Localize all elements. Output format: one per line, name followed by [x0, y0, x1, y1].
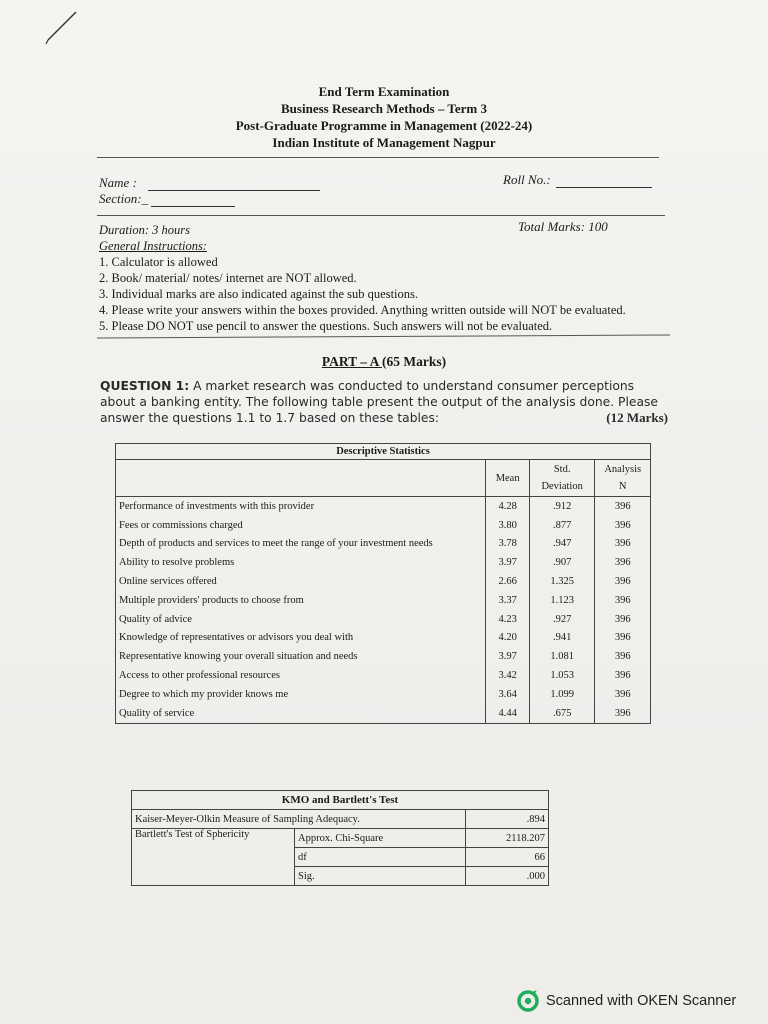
duration: Duration: 3 hours	[99, 223, 190, 237]
cell-mean: 4.28	[486, 497, 529, 516]
cell-std: .675	[529, 704, 595, 723]
cell-std: .907	[529, 553, 595, 572]
part-label: PART – A	[321, 354, 383, 369]
table-row	[116, 610, 651, 629]
df-label: df	[295, 848, 466, 867]
cell-n: 396	[595, 572, 651, 591]
col-mean-header: Mean	[486, 460, 529, 497]
cell-n: 396	[595, 497, 651, 516]
cell-n: 396	[595, 647, 651, 666]
cell-mean: 4.23	[486, 610, 529, 629]
header-line-2: Business Research Methods – Term 3	[281, 101, 487, 116]
sig-value: .000	[466, 867, 549, 886]
cell-item: Quality of advice	[116, 610, 486, 629]
table-row	[116, 497, 651, 516]
instructions-rule	[97, 334, 670, 338]
cell-mean: 3.78	[486, 535, 529, 554]
cell-mean: 3.64	[486, 685, 529, 704]
col-std-line1: Std.	[553, 464, 571, 475]
part-marks: (65 Marks)	[382, 354, 447, 369]
df-value: 66	[466, 848, 549, 867]
cell-n: 396	[595, 516, 651, 535]
cell-item: Ability to resolve problems	[116, 553, 486, 572]
instructions-block	[99, 222, 669, 334]
instruction-item: 2. Book/ material/ notes/ internet are NOT allowed.	[99, 271, 357, 285]
cell-item: Quality of service	[116, 704, 486, 723]
cell-n: 396	[595, 591, 651, 610]
cell-n: 396	[595, 535, 651, 554]
instruction-item: 1. Calculator is allowed	[99, 255, 218, 269]
col-std-line2: Deviation	[541, 481, 583, 492]
bartlett-label: Bartlett's Test of Sphericity	[132, 829, 295, 886]
name-field[interactable]	[99, 175, 320, 191]
instruction-item: 3. Individual marks are also indicated against the sub questions.	[99, 287, 419, 301]
cell-mean: 3.80	[486, 516, 529, 535]
header-rule	[97, 157, 659, 158]
cell-std: .877	[529, 516, 595, 535]
cell-n: 396	[595, 685, 651, 704]
section-label: Section:_	[99, 191, 149, 206]
question-marks: (12 Marks)	[606, 410, 668, 425]
cell-mean: 3.97	[486, 553, 529, 572]
chi-value: 2118.207	[466, 829, 549, 848]
cell-item: Fees or commissions charged	[116, 516, 486, 535]
question-label: QUESTION 1:	[100, 379, 190, 393]
cell-std: 1.123	[529, 591, 595, 610]
cell-n: 396	[595, 666, 651, 685]
table-title: Descriptive Statistics	[116, 444, 651, 460]
cell-std: 1.053	[529, 666, 595, 685]
cell-item: Performance of investments with this provider	[116, 497, 486, 516]
blank-header-cell	[116, 460, 486, 497]
col-std-header	[529, 460, 595, 497]
cell-mean: 4.20	[486, 629, 529, 648]
header-line-3: Post-Graduate Programme in Management (2022-24)	[235, 118, 533, 133]
table-row	[116, 685, 651, 704]
table-row	[116, 553, 651, 572]
cell-item: Knowledge of representatives or advisors you deal with	[116, 629, 486, 648]
cell-n: 396	[595, 629, 651, 648]
cell-std: .947	[529, 535, 595, 554]
table-row	[116, 535, 651, 554]
cell-std: 1.081	[529, 647, 595, 666]
cell-std: 1.325	[529, 572, 595, 591]
col-n-line1: Analysis	[604, 464, 642, 475]
roll-blank[interactable]	[556, 175, 652, 188]
descriptive-statistics-table	[115, 443, 651, 724]
header-line-4: Indian Institute of Management Nagpur	[272, 135, 496, 150]
cell-item: Degree to which my provider knows me	[116, 685, 486, 704]
cell-item: Depth of products and services to meet the range of your investment needs	[116, 535, 486, 554]
kmo-title: KMO and Bartlett's Test	[132, 791, 549, 810]
cell-mean: 4.44	[486, 704, 529, 723]
cell-std: .941	[529, 629, 595, 648]
question-text: A market research was conducted to understand consumer perceptions about a banking entity. The following table present the output of the analysis done. Please answer the questions 1.1 to 1.7 based on these tables:	[100, 379, 658, 425]
sig-label: Sig.	[295, 867, 466, 886]
table-row	[116, 572, 651, 591]
cell-std: .927	[529, 610, 595, 629]
cell-item: Multiple providers' products to choose from	[116, 591, 486, 610]
roll-label: Roll No.:	[503, 172, 551, 187]
kmo-value: .894	[466, 810, 549, 829]
cell-std: 1.099	[529, 685, 595, 704]
scanner-logo-icon	[517, 990, 539, 1012]
general-instructions-heading: General Instructions:	[99, 239, 207, 253]
cell-n: 396	[595, 704, 651, 723]
name-blank[interactable]	[148, 178, 320, 191]
kmo-label: Kaiser-Meyer-Olkin Measure of Sampling Adequacy.	[132, 810, 466, 829]
col-n-header	[595, 460, 651, 497]
cell-mean: 3.97	[486, 647, 529, 666]
cell-n: 396	[595, 610, 651, 629]
name-label: Name :	[99, 175, 137, 190]
fields-rule	[97, 215, 665, 216]
table-row	[116, 666, 651, 685]
total-marks: Total Marks: 100	[518, 219, 608, 234]
table-row	[116, 647, 651, 666]
descriptive-table-body	[116, 497, 651, 724]
cell-mean: 3.42	[486, 666, 529, 685]
cell-std: .912	[529, 497, 595, 516]
section-field[interactable]	[99, 191, 235, 207]
part-heading	[0, 354, 768, 370]
question-1	[100, 378, 670, 426]
cell-mean: 3.37	[486, 591, 529, 610]
scanner-text: Scanned with OKEN Scanner	[546, 993, 737, 1009]
col-n-line2: N	[618, 481, 627, 492]
cell-item: Representative knowing your overall situation and needs	[116, 647, 486, 666]
cell-n: 396	[595, 553, 651, 572]
exam-header	[0, 83, 768, 151]
roll-field[interactable]	[503, 172, 652, 188]
header-line-1: End Term Examination	[318, 84, 450, 99]
pen-stroke-mark	[44, 8, 84, 48]
instruction-item: 5. Please DO NOT use pencil to answer the questions. Such answers will not be evaluated.	[99, 319, 553, 333]
kmo-bartlett-table	[131, 790, 549, 886]
cell-item: Access to other professional resources	[116, 666, 486, 685]
instruction-item: 4. Please write your answers within the boxes provided. Anything written outside will NOT be evaluated.	[99, 303, 626, 317]
table-row	[116, 629, 651, 648]
cell-mean: 2.66	[486, 572, 529, 591]
chi-label: Approx. Chi-Square	[295, 829, 466, 848]
table-row	[116, 704, 651, 723]
scanner-watermark	[517, 990, 736, 1012]
table-row	[116, 591, 651, 610]
cell-item: Online services offered	[116, 572, 486, 591]
table-row	[116, 516, 651, 535]
section-blank[interactable]	[151, 194, 235, 207]
